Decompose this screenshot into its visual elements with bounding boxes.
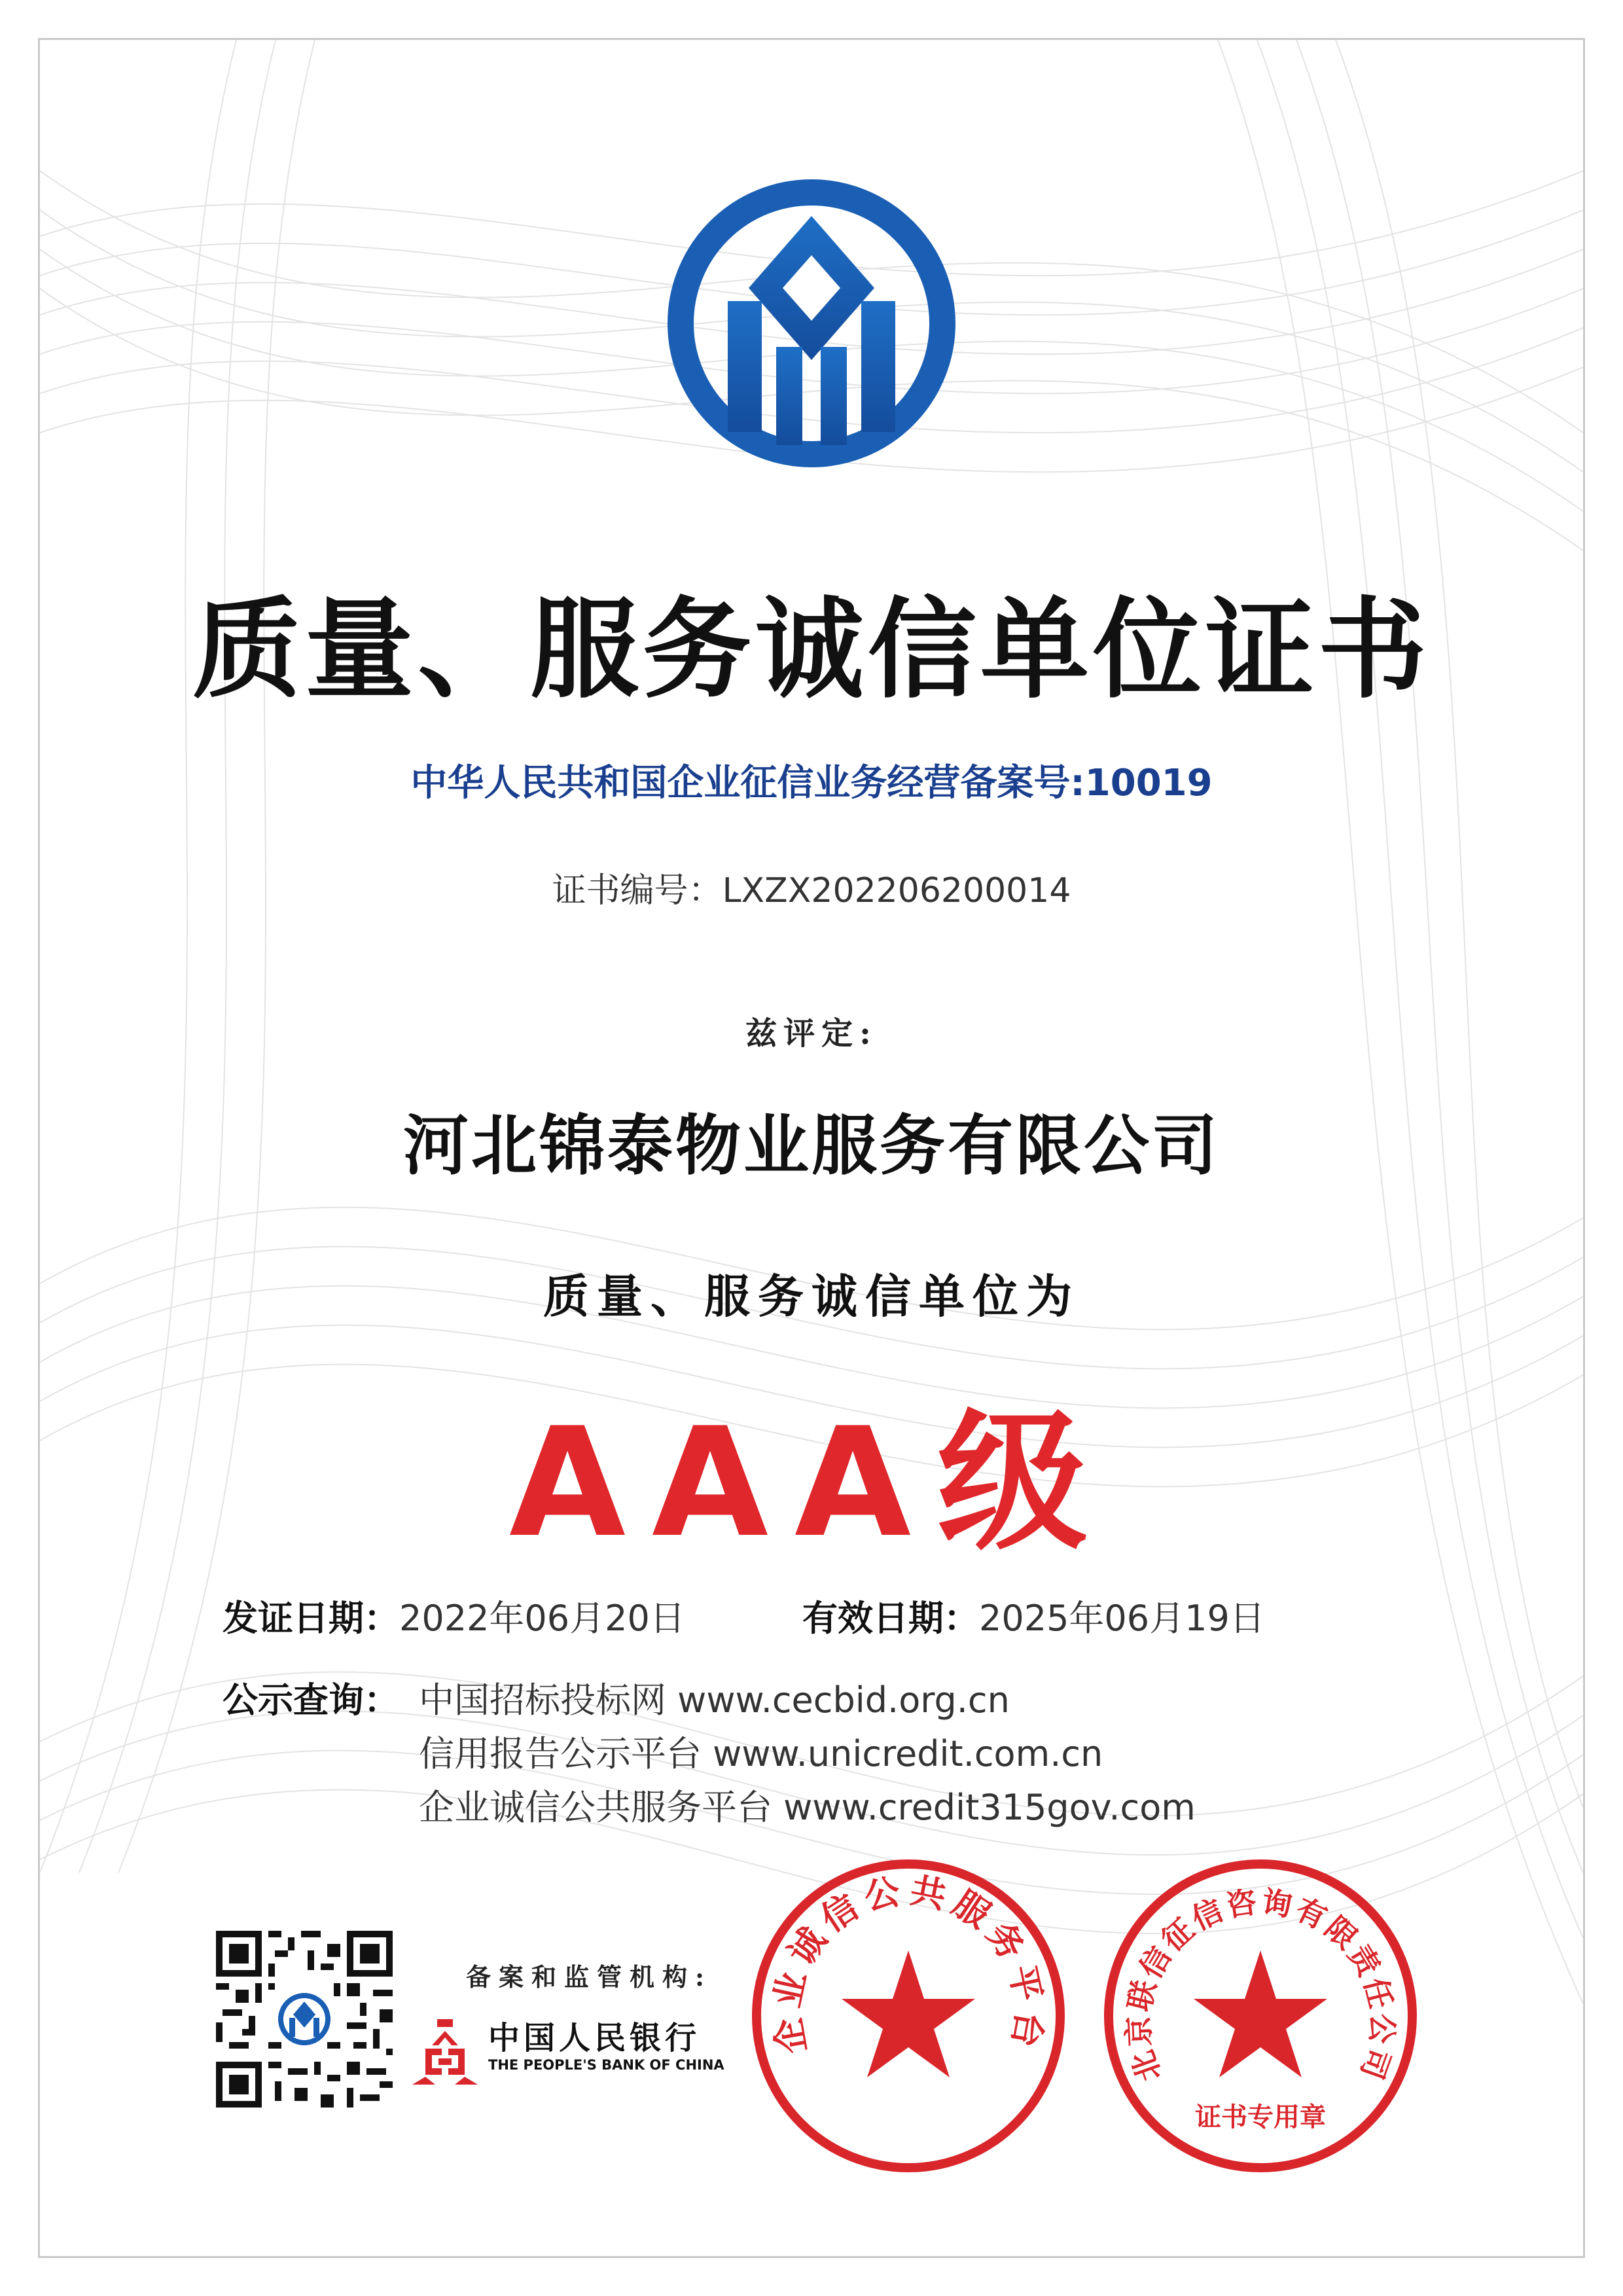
company-name: 河北锦泰物业服务有限公司: [403, 1107, 1220, 1184]
credit-logo-icon: [665, 177, 958, 470]
pboc-english-name: THE PEOPLE'S BANK OF CHINA: [488, 2057, 724, 2073]
valid-date-value: 2025年06月19日: [979, 1598, 1265, 1639]
certificate-number-value: LXZX202206200014: [722, 871, 1071, 910]
certificate-title: 质量、服务诚信单位证书: [192, 587, 1431, 713]
right-seal: [1097, 1852, 1424, 2179]
right-seal-bottom-text: 证书专用章: [1195, 2102, 1326, 2132]
right-seal-ring-text: 北京联信征信咨询有限责任公司: [1120, 1884, 1400, 2087]
star-icon: [1194, 1950, 1327, 2077]
inquiry-label: 公示查询：: [223, 1679, 399, 1721]
issue-date-value: 2022年06月20日: [399, 1598, 685, 1639]
inquiry-line-1: 中国招标投标网 www.cecbid.org.cn: [419, 1679, 1010, 1721]
issue-date-row: [223, 1590, 685, 1641]
assessed-label: 兹评定:: [745, 1015, 878, 1052]
supervision-label: 备案和监管机构:: [466, 1962, 713, 1992]
qr-code-icon: [216, 1931, 393, 2108]
pboc-chinese-name: 中国人民银行: [488, 2020, 701, 2056]
grade-badge: AAA级: [508, 1396, 1114, 1571]
inquiry-line-3: 企业诚信公共服务平台 www.credit315gov.com: [419, 1787, 1196, 1828]
pboc-emblem-icon: [412, 2019, 478, 2085]
filing-number-line: 中华人民共和国企业征信业务经营备案号:10019: [410, 762, 1213, 804]
left-seal-ring-text: 企业诚信公共服务平台: [765, 1869, 1052, 2057]
certificate-number-label: 证书编号：: [552, 871, 722, 910]
valid-date-row: [802, 1590, 1265, 1641]
valid-date-label: 有效日期：: [802, 1598, 979, 1639]
pboc-block: [412, 2013, 724, 2091]
left-seal: [745, 1852, 1072, 2179]
inquiry-line-2: 信用报告公示平台 www.unicredit.com.cn: [419, 1733, 1103, 1774]
star-icon: [842, 1950, 975, 2077]
certificate-number: [0, 863, 1623, 912]
rated-as-line: 质量、服务诚信单位为: [543, 1269, 1080, 1323]
issue-date-label: 发证日期：: [223, 1598, 399, 1639]
